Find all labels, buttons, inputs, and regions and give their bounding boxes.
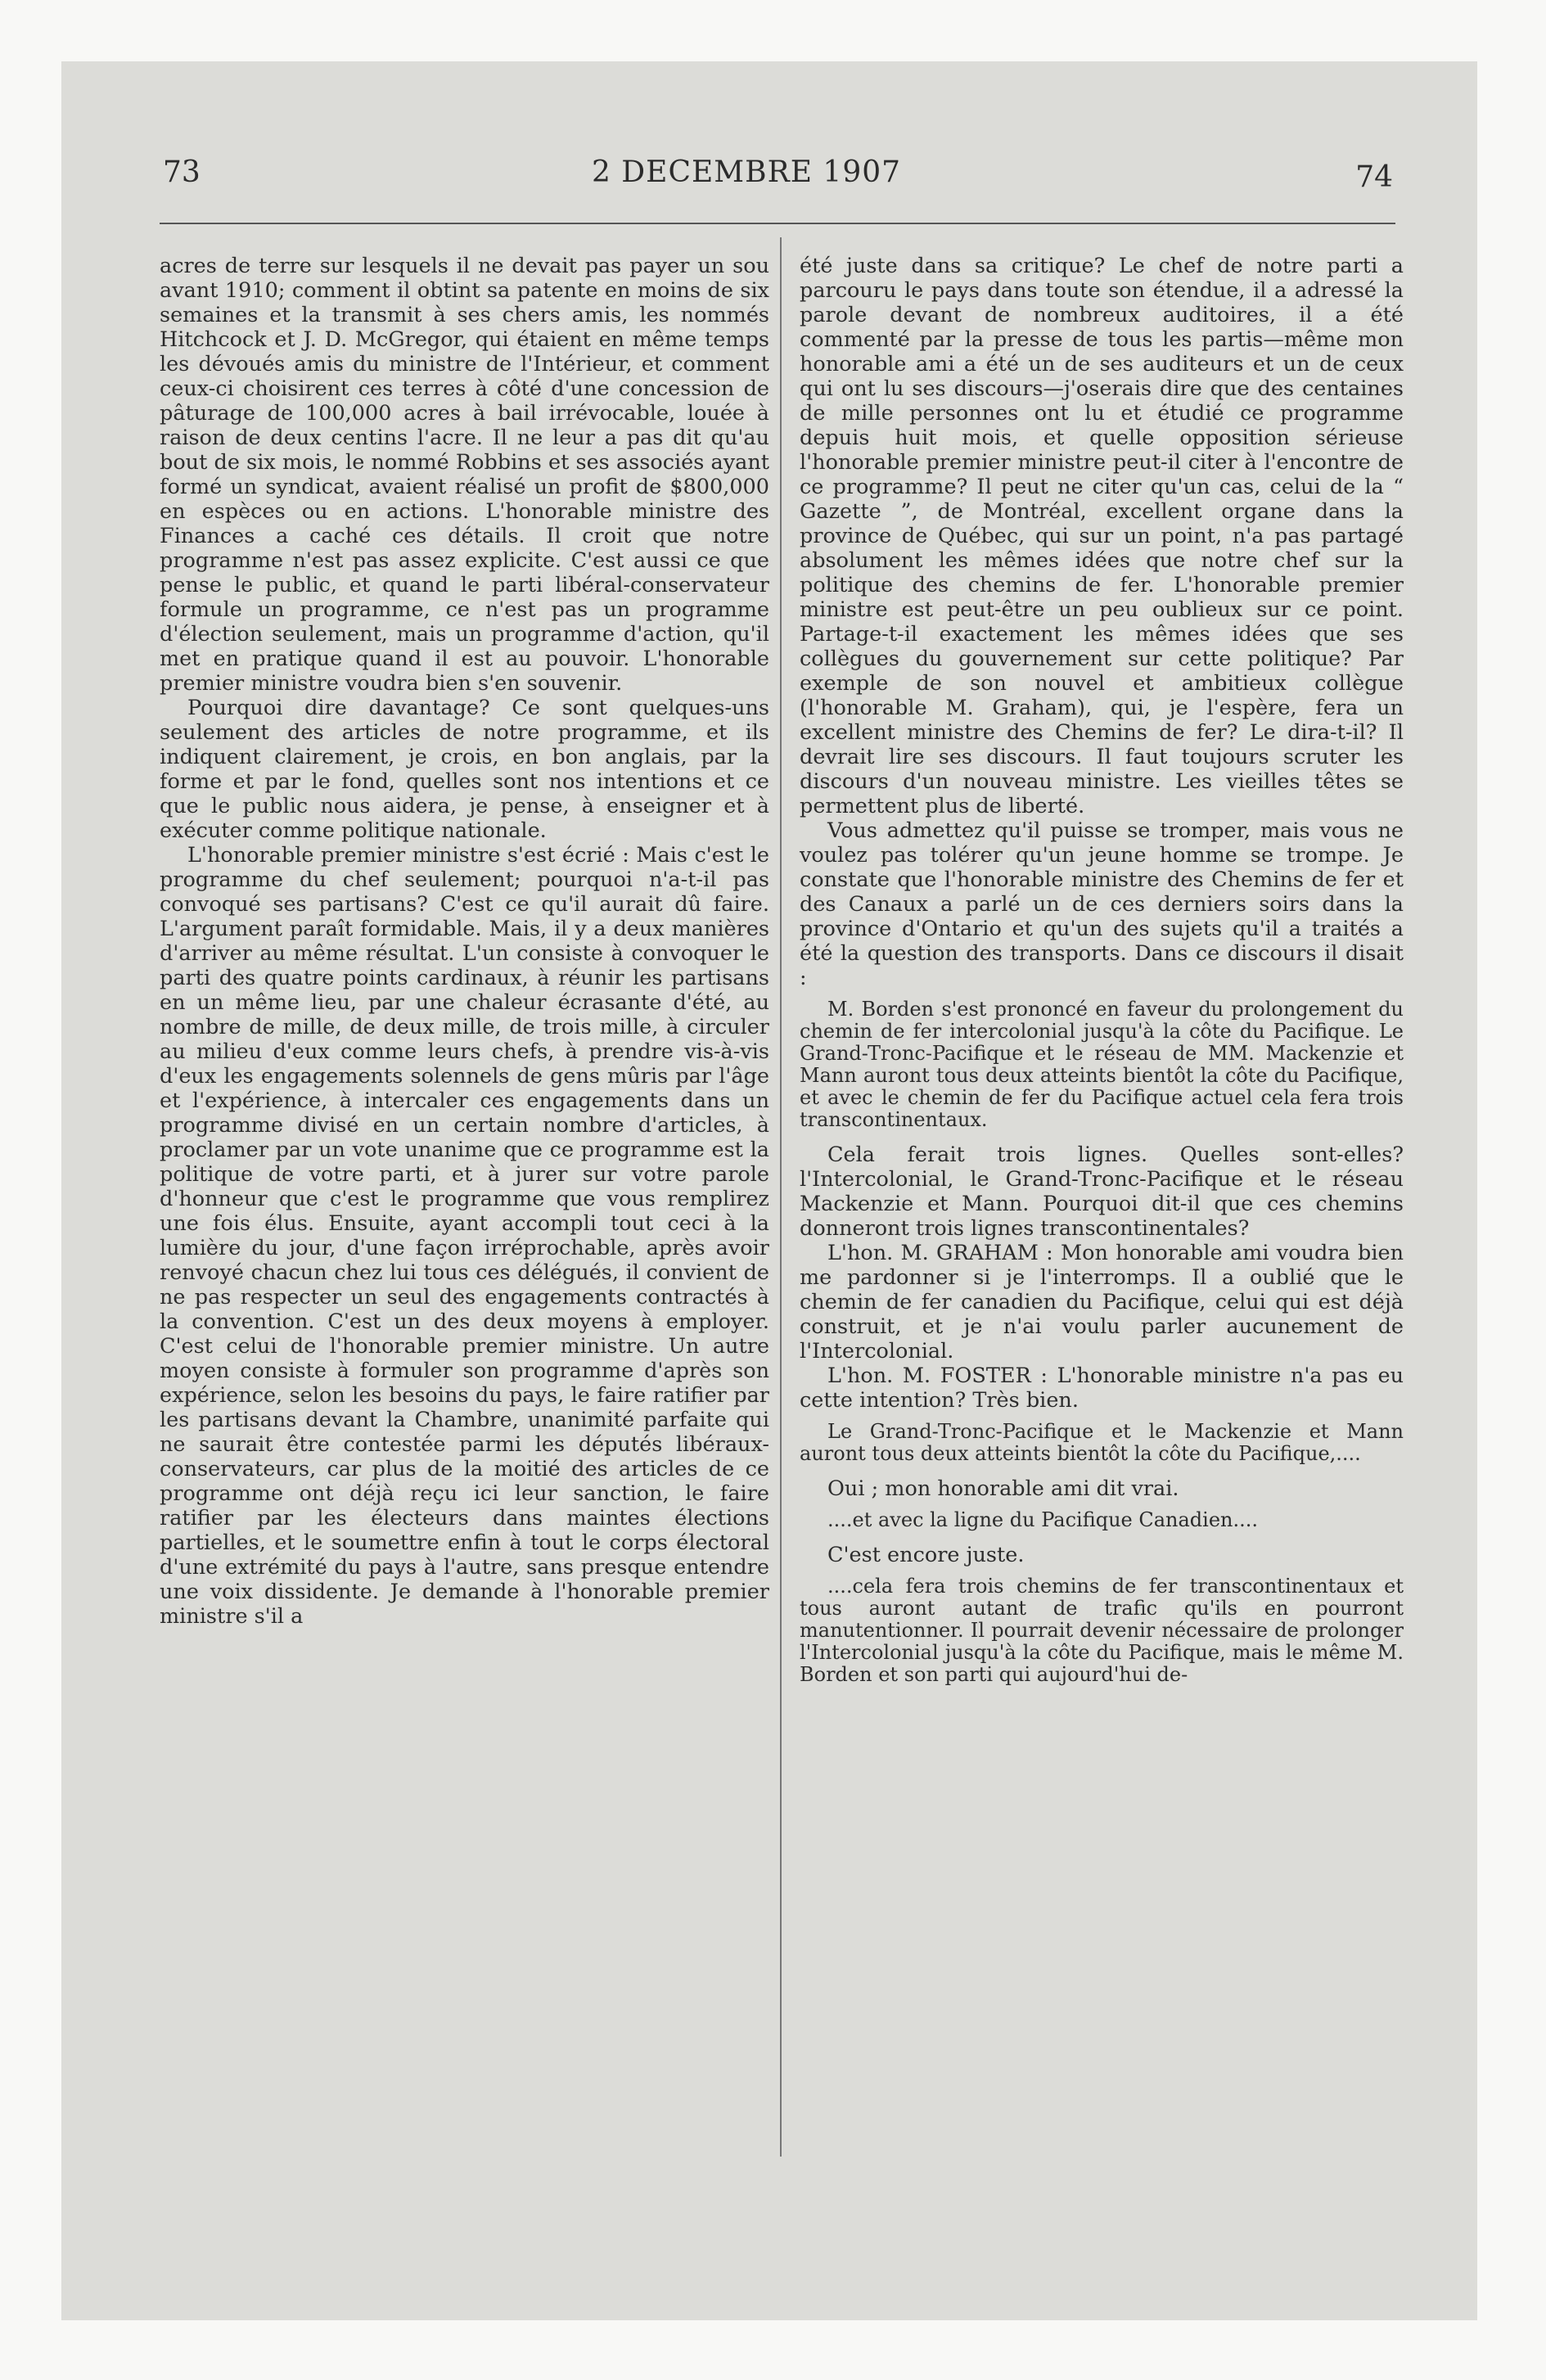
quotation: Le Grand-Tronc-Pacifique et le Mackenzie et Mann auront tous deux atteints bientôt la côte du Pacifique,.... <box>800 1420 1404 1465</box>
paragraph: Cela ferait trois lignes. Quelles sont-elles? l'Intercolonial, le Grand-Tronc-Pacifique et le réseau Mackenzie et Mann. Pourquoi dit-il que ces chemins donneront trois lignes transcontinentales? <box>800 1143 1404 1241</box>
page-date: 2 DECEMBRE 1907 <box>591 156 902 189</box>
page-header <box>96 156 1397 205</box>
right-page-number: 74 <box>1355 160 1393 194</box>
paragraph: Vous admettez qu'il puisse se tromper, mais vous ne voulez pas tolérer qu'un jeune homme se trompe. Je constate que l'honorable ministre des Chemins de fer et des Canaux a parlé un de ces derniers soirs dans la province d'Ontario et qu'un des sujets qu'il a traités a été la question des transports. Dans ce discours il disait : <box>800 818 1404 990</box>
quotation: ....cela fera trois chemins de fer transcontinentaux et tous auront autant de trafic qu'ils en pourront manutentionner. Il pourrait devenir nécessaire de prolonger l'Intercolonial jusqu'à la côte du Pacifique, mais le même M. Borden et son parti qui aujourd'hui de- <box>800 1575 1404 1686</box>
header-rule <box>160 223 1395 224</box>
paragraph: L'hon. M. GRAHAM : Mon honorable ami voudra bien me pardonner si je l'interromps. Il a oublié que le chemin de fer canadien du Pacifique, celui qui est déjà construit, et je n'ai voulu parler aucunement de l'Intercolonial. <box>800 1241 1404 1364</box>
left-page-number: 73 <box>163 156 201 189</box>
paragraph: acres de terre sur lesquels il ne devait pas payer un sou avant 1910; comment il obtint sa patente en moins de six semaines et la transmit à ses chers amis, les nommés Hitchcock et J. D. McGregor, qui étaient en même temps les dévoués amis du ministre de l'Intérieur, et comment ceux-ci choisirent ces terres à côté d'une concession de pâturage de 100,000 acres à bail irrévocable, louée à raison de deux centins l'acre. Il ne leur a pas dit qu'au bout de six mois, le nommé Robbins et ses associés ayant formé un syndicat, avaient réalisé un profit de $800,000 en espèces ou en actions. L'honorable ministre des Finances a caché ces détails. Il croit que notre programme n'est pas assez explicite. C'est aussi ce que pense le public, et quand le parti libéral-conservateur formule un programme, ce n'est pas un programme d'élection seulement, mais un programme d'action, qu'il met en pratique quand il est au pouvoir. L'honorable premier ministre voudra bien s'en souvenir. <box>160 254 769 696</box>
right-column <box>800 254 1404 1697</box>
left-column <box>160 254 769 1629</box>
paragraph: Oui ; mon honorable ami dit vrai. <box>827 1476 1179 1501</box>
paragraph: L'honorable premier ministre s'est écrié : Mais c'est le programme du chef seulement; pourquoi n'a-t-il pas convoqué ses partisans? C'est ce qu'il aurait dû faire. L'argument paraît formidable. Mais, il y a deux manières d'arriver au même résultat. L'un consiste à convoquer le parti des quatre points cardinaux, à réunir les partisans en un même lieu, par une chaleur écrasante d'été, au nombre de mille, de deux mille, de trois mille, à circuler au milieu d'eux comme leurs chefs, à prendre vis-à-vis d'eux les engagements solennels de gens mûris par l'âge et l'expérience, à intercaler ces engagements dans un programme divisé en un certain nombre d'articles, à proclamer par un vote unanime que ce programme est la politique de votre parti, et à jurer sur votre parole d'honneur que c'est le programme que vous remplirez une fois élus. Ensuite, ayant accompli tout ceci à la lumière du jour, d'une façon irréprochable, après avoir renvoyé chacun chez lui tous ces délégués, il convient de ne pas respecter un seul des engagements contractés à la convention. C'est un des deux moyens à employer. C'est celui de l'honorable premier ministre. Un autre moyen consiste à formuler son programme d'après son expérience, selon les besoins du pays, le faire ratifier par les partisans devant la Chambre, unanimité parfaite qui ne saurait être contestée parmi les députés libéraux-conservateurs, car plus de la moitié des articles de ce programme ont déjà reçu ici leur sanction, le faire ratifier par les électeurs dans maintes élections partielles, et le soumettre enfin à tout le corps électoral d'une extrémité du pays à l'autre, sans presque entendre une voix dissidente. Je demande à l'honorable premier ministre s'il a <box>160 843 769 1629</box>
paragraph: L'hon. M. FOSTER : L'honorable ministre n'a pas eu cette intention? Très bien. <box>800 1364 1404 1413</box>
paragraph: C'est encore juste. <box>827 1543 1025 1567</box>
quotation: M. Borden s'est prononcé en faveur du prolongement du chemin de fer intercolonial jusqu'à la côte du Pacifique. Le Grand-Tronc-Pacifique et le réseau de MM. Mackenzie et Mann auront tous deux atteints bientôt la côte du Pacifique, et avec le chemin de fer du Pacifique actuel cela fera trois transcontinentaux. <box>800 998 1404 1131</box>
paragraph: Pourquoi dire davantage? Ce sont quelques-uns seulement des articles de notre programme, et ils indiquent clairement, je crois, en bon anglais, par la forme et par le fond, quelles sont nos intentions et ce que le public nous aidera, je pense, à enseigner et à exécuter comme politique nationale. <box>160 696 769 843</box>
paragraph: été juste dans sa critique? Le chef de notre parti a parcouru le pays dans toute son étendue, il a adressé la parole devant de nombreux auditoires, il a été commenté par la presse de tous les partis—même mon honorable ami a été un de ses auditeurs et un de ceux qui ont lu ses discours—j'oserais dire que des centaines de mille personnes ont lu et étudié ce programme depuis huit mois, et quelle opposition sérieuse l'honorable premier ministre peut-il citer à l'encontre de ce programme? Il peut ne citer qu'un cas, celui de la “ Gazette ”, de Montréal, excellent organe dans la province de Québec, qui sur un point, n'a pas partagé absolument les mêmes idées que notre chef sur la politique des chemins de fer. L'honorable premier ministre est peut-être un peu oublieux sur ce point. Partage-t-il exactement les mêmes idées que ses collègues du gouvernement sur cette politique? Par exemple de son nouvel et ambitieux collègue (l'honorable M. Graham), qui, je l'espère, fera un excellent ministre des Chemins de fer? Le dira-t-il? Il devrait lire ses discours. Il faut toujours scruter les discours d'un nouveau ministre. Les vieilles têtes se permettent plus de liberté. <box>800 254 1404 818</box>
column-divider <box>780 237 782 2157</box>
quotation: ....et avec la ligne du Pacifique Canadien.... <box>827 1508 1259 1531</box>
